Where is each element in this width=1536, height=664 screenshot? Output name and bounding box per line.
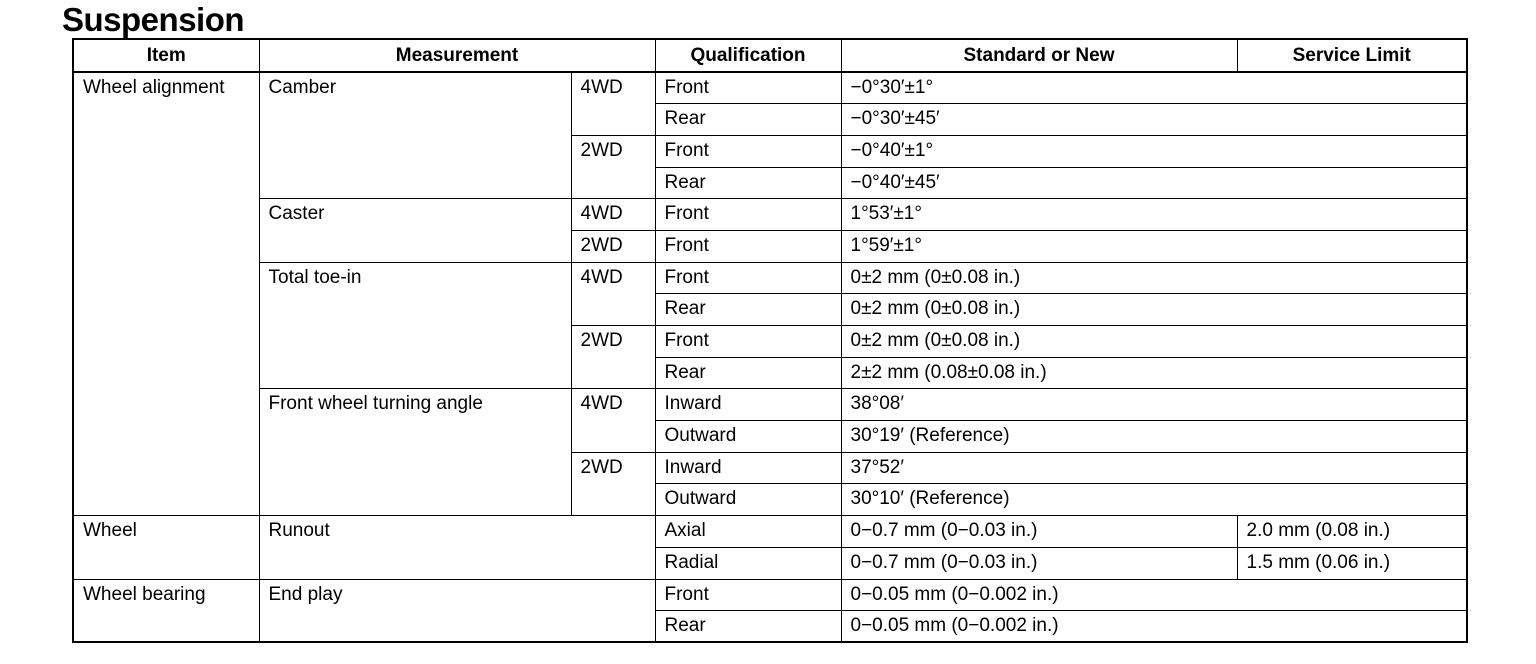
measurement-caster: Caster: [259, 199, 571, 262]
header-standard: Standard or New: [841, 39, 1237, 72]
standard-value: 1°53′±1°: [841, 199, 1467, 231]
header-qualification: Qualification: [655, 39, 841, 72]
qualification-cell: Radial: [655, 547, 841, 579]
qualification-cell: Rear: [655, 357, 841, 389]
standard-value: 37°52′: [841, 452, 1467, 484]
standard-value: 0−0.7 mm (0−0.03 in.): [841, 516, 1237, 548]
qualification-cell: Outward: [655, 421, 841, 453]
standard-value: 30°19′ (Reference): [841, 421, 1467, 453]
qualification-cell: Rear: [655, 611, 841, 643]
standard-value: 2±2 mm (0.08±0.08 in.): [841, 357, 1467, 389]
drive-2wd: 2WD: [571, 135, 655, 198]
qualification-cell: Front: [655, 262, 841, 294]
measurement-runout: Runout: [259, 516, 655, 579]
table-row: [73, 72, 1467, 104]
measurement-toe-in: Total toe-in: [259, 262, 571, 389]
table-row: [73, 389, 1467, 421]
standard-value: −0°30′±45′: [841, 104, 1467, 136]
qualification-cell: Outward: [655, 484, 841, 516]
drive-4wd: 4WD: [571, 262, 655, 325]
item-wheel-alignment: Wheel alignment: [73, 72, 259, 516]
table-row: [73, 516, 1467, 548]
drive-4wd: 4WD: [571, 389, 655, 452]
qualification-cell: Rear: [655, 104, 841, 136]
header-item: Item: [73, 39, 259, 72]
qualification-cell: Inward: [655, 389, 841, 421]
drive-2wd: 2WD: [571, 452, 655, 515]
service-limit-value: 2.0 mm (0.08 in.): [1237, 516, 1467, 548]
item-wheel-bearing: Wheel bearing: [73, 579, 259, 642]
drive-4wd: 4WD: [571, 72, 655, 135]
qualification-cell: Front: [655, 199, 841, 231]
standard-value: 0±2 mm (0±0.08 in.): [841, 294, 1467, 326]
measurement-turning-angle: Front wheel turning angle: [259, 389, 571, 516]
qualification-cell: Front: [655, 135, 841, 167]
qualification-cell: Rear: [655, 167, 841, 199]
standard-value: 0±2 mm (0±0.08 in.): [841, 262, 1467, 294]
qualification-cell: Front: [655, 230, 841, 262]
standard-value: 38°08′: [841, 389, 1467, 421]
standard-value: 30°10′ (Reference): [841, 484, 1467, 516]
table-row: [73, 199, 1467, 231]
header-row: [73, 39, 1467, 72]
standard-value: 0−0.05 mm (0−0.002 in.): [841, 611, 1467, 643]
standard-value: 0−0.05 mm (0−0.002 in.): [841, 579, 1467, 611]
header-service-limit: Service Limit: [1237, 39, 1467, 72]
qualification-cell: Front: [655, 579, 841, 611]
measurement-camber: Camber: [259, 72, 571, 199]
header-measurement: Measurement: [259, 39, 655, 72]
table-row: [73, 579, 1467, 611]
qualification-cell: Inward: [655, 452, 841, 484]
drive-4wd: 4WD: [571, 199, 655, 231]
standard-value: 1°59′±1°: [841, 230, 1467, 262]
standard-value: 0±2 mm (0±0.08 in.): [841, 326, 1467, 358]
qualification-cell: Front: [655, 326, 841, 358]
measurement-end-play: End play: [259, 579, 655, 642]
qualification-cell: Axial: [655, 516, 841, 548]
qualification-cell: Rear: [655, 294, 841, 326]
standard-value: 0−0.7 mm (0−0.03 in.): [841, 547, 1237, 579]
standard-value: −0°40′±1°: [841, 135, 1467, 167]
spec-table: [72, 38, 1468, 643]
qualification-cell: Front: [655, 72, 841, 104]
service-limit-value: 1.5 mm (0.06 in.): [1237, 547, 1467, 579]
drive-2wd: 2WD: [571, 326, 655, 389]
standard-value: −0°30′±1°: [841, 72, 1467, 104]
page-title: Suspension: [62, 1, 245, 38]
table-row: [73, 262, 1467, 294]
drive-2wd: 2WD: [571, 230, 655, 262]
item-wheel: Wheel: [73, 516, 259, 579]
standard-value: −0°40′±45′: [841, 167, 1467, 199]
